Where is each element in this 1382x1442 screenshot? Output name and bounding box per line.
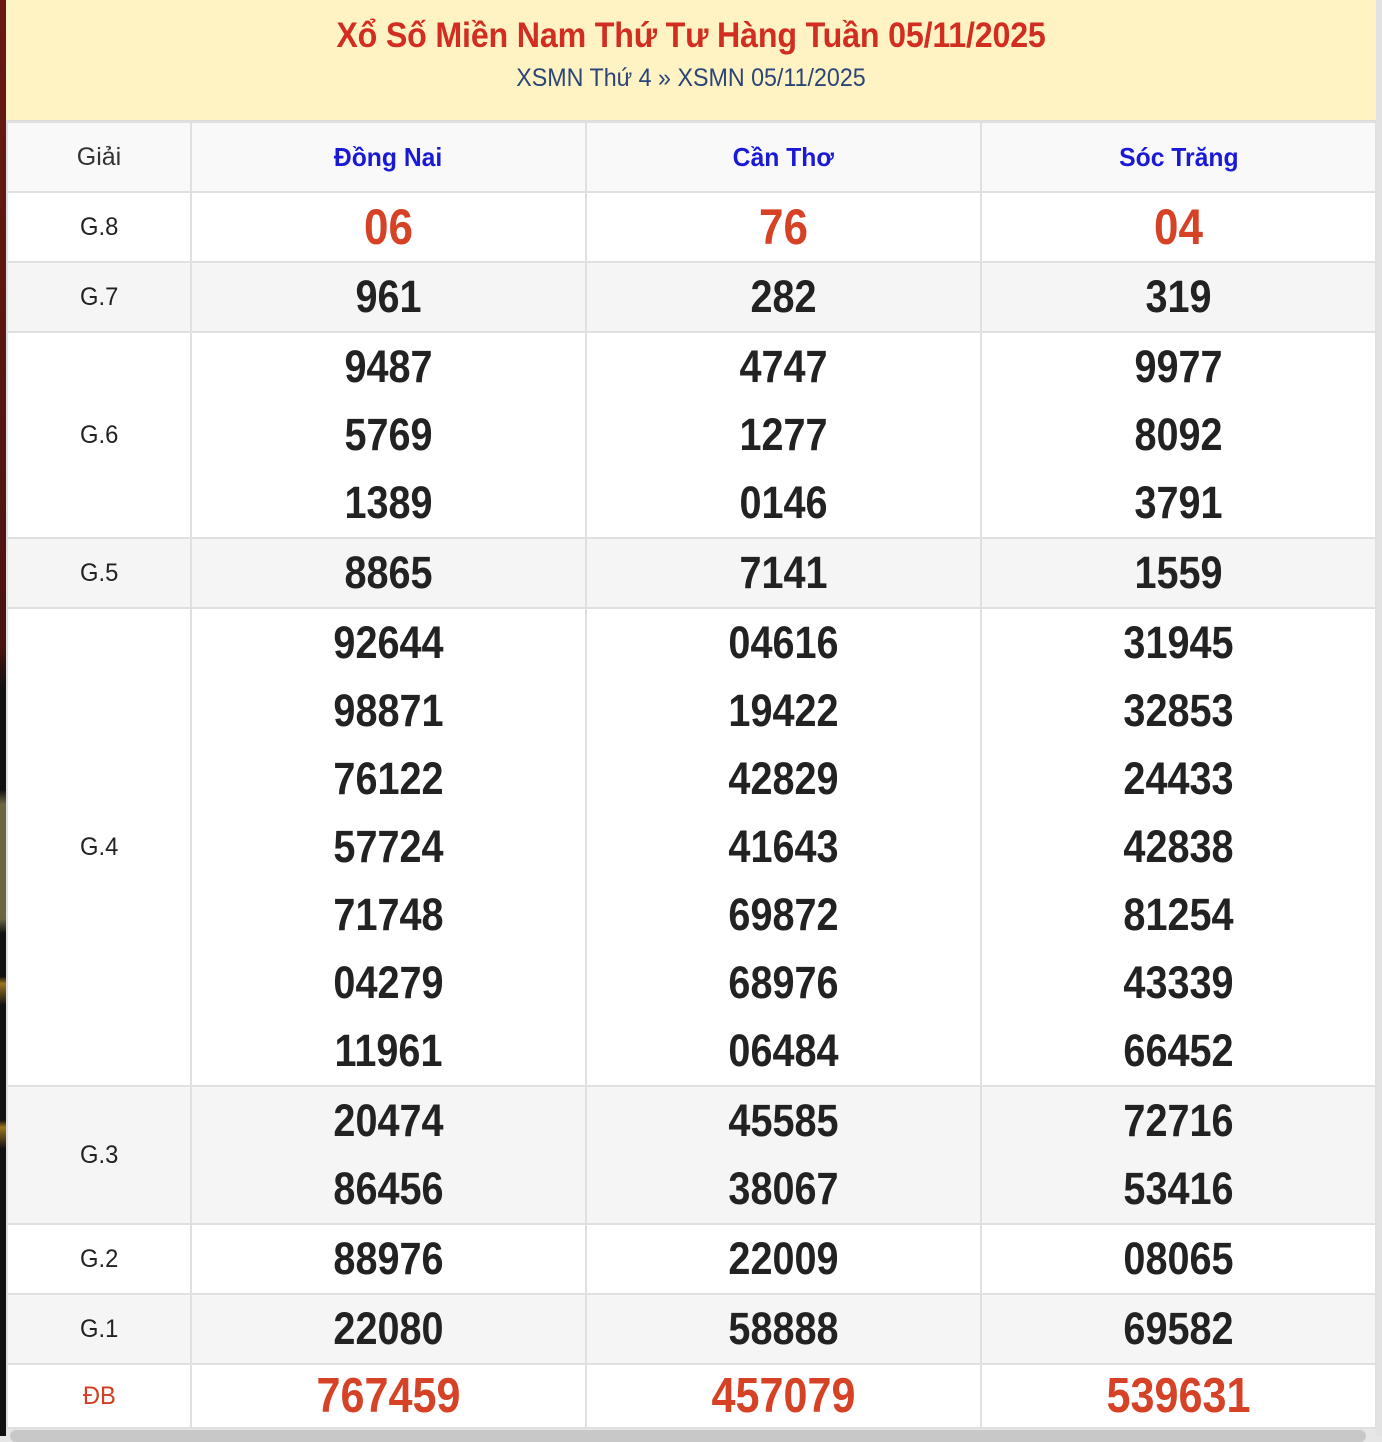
winning-number: 0146 <box>739 477 828 528</box>
winning-number: 04279 <box>333 957 444 1008</box>
breadcrumb <box>54 63 1328 93</box>
prize-label: G.4 <box>79 832 119 861</box>
province-header-soc-trang[interactable]: Sóc Trăng <box>981 122 1376 192</box>
winning-number: 961 <box>355 271 422 322</box>
winning-number: 41643 <box>728 821 839 872</box>
prize-label-cell <box>7 538 191 608</box>
winning-number: 3791 <box>1134 477 1223 528</box>
winning-number: 767459 <box>316 1369 461 1423</box>
table-row <box>7 1224 1376 1294</box>
prize-label: G.3 <box>79 1140 119 1169</box>
winning-number: 72716 <box>1123 1095 1234 1146</box>
winning-number: 1559 <box>1134 547 1223 598</box>
winning-number: 539631 <box>1106 1369 1251 1423</box>
winning-number: 1389 <box>344 477 433 528</box>
winning-number: 1277 <box>739 409 828 460</box>
prize-column-header: Giải <box>7 122 191 192</box>
result-cell-dong-nai <box>191 1364 586 1428</box>
result-cell-dong-nai <box>191 608 586 1086</box>
prize-label-cell <box>7 332 191 538</box>
winning-number: 38067 <box>728 1163 839 1214</box>
result-cell-dong-nai <box>191 1086 586 1224</box>
winning-number: 42838 <box>1123 821 1234 872</box>
table-row <box>7 1294 1376 1364</box>
winning-number: 98871 <box>333 685 444 736</box>
winning-number: 43339 <box>1123 957 1234 1008</box>
winning-number: 11961 <box>334 1025 443 1076</box>
table-row <box>7 262 1376 332</box>
winning-number: 69582 <box>1123 1303 1234 1354</box>
winning-number: 4747 <box>739 341 828 392</box>
winning-number: 88976 <box>333 1233 444 1284</box>
prize-label-cell <box>7 192 191 262</box>
results-header <box>6 0 1376 121</box>
result-cell-soc-trang <box>981 538 1376 608</box>
result-cell-soc-trang <box>981 192 1376 262</box>
lottery-results-panel <box>6 0 1376 1429</box>
winning-number: 04 <box>1154 199 1203 255</box>
prize-label: G.7 <box>79 282 119 311</box>
winning-number: 66452 <box>1123 1025 1234 1076</box>
winning-number: 32853 <box>1123 685 1234 736</box>
result-cell-can-tho <box>586 332 981 538</box>
result-cell-can-tho <box>586 538 981 608</box>
result-cell-can-tho <box>586 1224 981 1294</box>
winning-number: 282 <box>750 271 817 322</box>
result-cell-can-tho <box>586 1294 981 1364</box>
winning-number: 20474 <box>333 1095 444 1146</box>
winning-number: 04616 <box>728 617 839 668</box>
result-cell-can-tho <box>586 262 981 332</box>
prize-label-cell <box>7 1364 191 1428</box>
prize-label-cell <box>7 608 191 1086</box>
winning-number: 06484 <box>728 1025 839 1076</box>
result-cell-dong-nai <box>191 1294 586 1364</box>
winning-number: 31945 <box>1123 617 1234 668</box>
horizontal-scrollbar[interactable] <box>10 1430 1366 1442</box>
winning-number: 8865 <box>344 547 433 598</box>
prize-label-cell <box>7 1086 191 1224</box>
winning-number: 319 <box>1145 271 1212 322</box>
prize-label: G.1 <box>79 1314 119 1343</box>
winning-number: 24433 <box>1123 753 1234 804</box>
prize-label-cell <box>7 1294 191 1364</box>
result-cell-dong-nai <box>191 1224 586 1294</box>
breadcrumb-link-xsmn-thu-4[interactable]: XSMN Thứ 4 <box>516 64 652 92</box>
winning-number: 76 <box>759 199 808 255</box>
table-row <box>7 1364 1376 1428</box>
prize-label-cell <box>7 262 191 332</box>
result-cell-can-tho <box>586 608 981 1086</box>
winning-number: 8092 <box>1134 409 1223 460</box>
prize-label-cell <box>7 1224 191 1294</box>
table-header-row <box>7 122 1376 192</box>
result-cell-dong-nai <box>191 538 586 608</box>
winning-number: 81254 <box>1123 889 1234 940</box>
winning-number: 53416 <box>1123 1163 1234 1214</box>
winning-number: 22080 <box>333 1303 444 1354</box>
result-cell-can-tho <box>586 1086 981 1224</box>
province-header-can-tho[interactable]: Cần Thơ <box>586 122 981 192</box>
result-cell-can-tho <box>586 1364 981 1428</box>
table-row <box>7 608 1376 1086</box>
prize-label: G.8 <box>79 212 119 241</box>
winning-number: 57724 <box>333 821 444 872</box>
winning-number: 58888 <box>728 1303 839 1354</box>
result-cell-soc-trang <box>981 1294 1376 1364</box>
winning-number: 08065 <box>1123 1233 1234 1284</box>
results-table <box>6 121 1377 1429</box>
table-row <box>7 332 1376 538</box>
winning-number: 42829 <box>728 753 839 804</box>
result-cell-dong-nai <box>191 262 586 332</box>
winning-number: 71748 <box>333 889 444 940</box>
result-cell-soc-trang <box>981 608 1376 1086</box>
breadcrumb-separator: » <box>658 64 671 92</box>
table-row <box>7 1086 1376 1224</box>
winning-number: 69872 <box>728 889 839 940</box>
province-header-dong-nai[interactable]: Đồng Nai <box>191 122 586 192</box>
breadcrumb-link-xsmn-date[interactable]: XSMN 05/11/2025 <box>677 64 866 92</box>
result-cell-soc-trang <box>981 332 1376 538</box>
result-cell-dong-nai <box>191 332 586 538</box>
winning-number: 9487 <box>344 341 433 392</box>
winning-number: 45585 <box>728 1095 839 1146</box>
winning-number: 06 <box>364 199 413 255</box>
winning-number: 457079 <box>711 1369 856 1423</box>
prize-label: G.6 <box>79 420 119 449</box>
winning-number: 86456 <box>333 1163 444 1214</box>
winning-number: 92644 <box>333 617 444 668</box>
winning-number: 68976 <box>728 957 839 1008</box>
winning-number: 76122 <box>333 753 444 804</box>
table-row <box>7 538 1376 608</box>
result-cell-soc-trang <box>981 262 1376 332</box>
prize-label: G.2 <box>79 1244 119 1273</box>
result-cell-soc-trang <box>981 1086 1376 1224</box>
prize-label: ĐB <box>82 1381 116 1410</box>
winning-number: 7141 <box>739 547 828 598</box>
page-title: Xổ Số Miền Nam Thứ Tư Hàng Tuần 05/11/2025 <box>336 16 1046 55</box>
result-cell-soc-trang <box>981 1364 1376 1428</box>
winning-number: 5769 <box>344 409 433 460</box>
winning-number: 9977 <box>1134 341 1223 392</box>
result-cell-soc-trang <box>981 1224 1376 1294</box>
table-row <box>7 192 1376 262</box>
prize-label: G.5 <box>79 558 119 587</box>
result-cell-can-tho <box>586 192 981 262</box>
winning-number: 19422 <box>728 685 839 736</box>
winning-number: 22009 <box>728 1233 839 1284</box>
result-cell-dong-nai <box>191 192 586 262</box>
